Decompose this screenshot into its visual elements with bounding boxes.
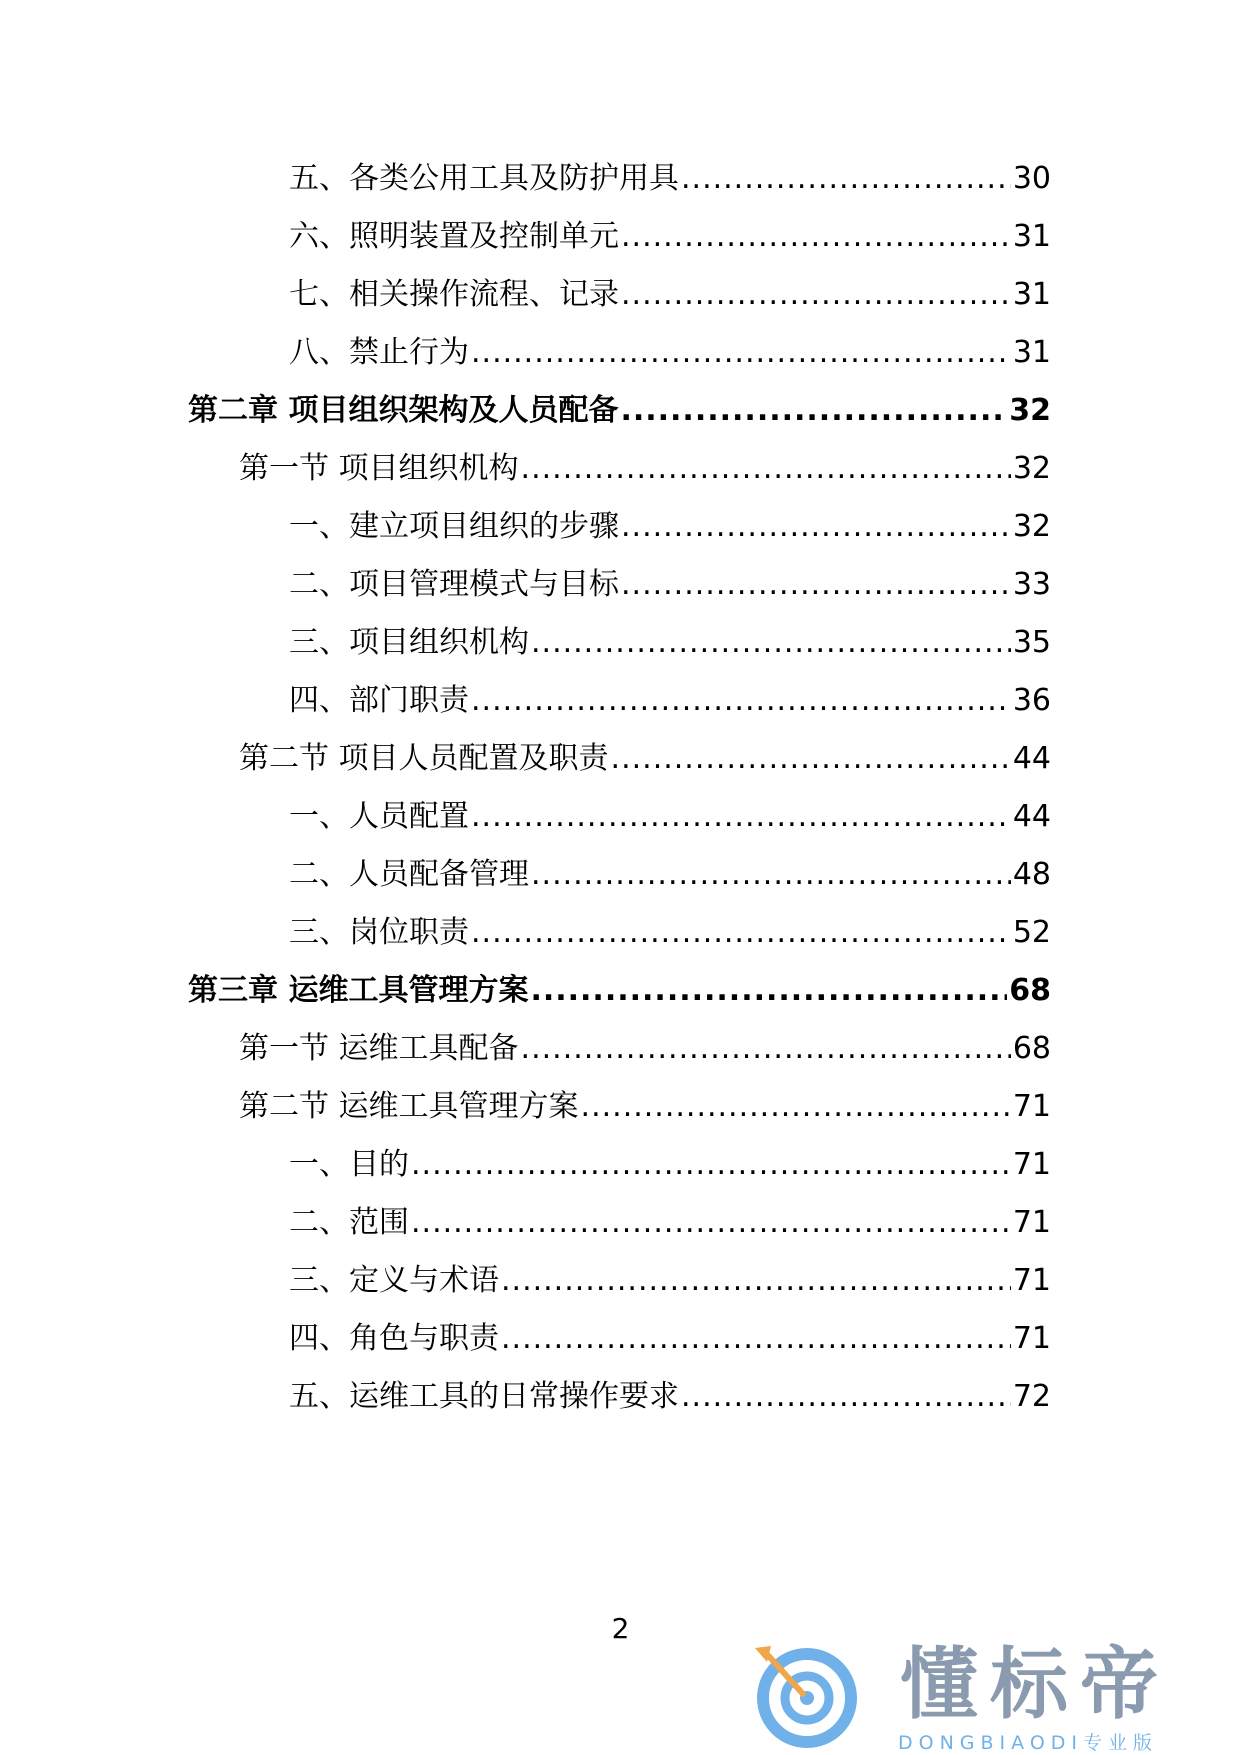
- toc-leader-dots: [501, 1319, 1011, 1359]
- toc-leader-dots: [471, 681, 1011, 721]
- toc-leader-dots: [581, 1087, 1011, 1127]
- toc-label: 三、定义与术语: [289, 1263, 499, 1298]
- toc-page-number: 68: [1009, 973, 1051, 1008]
- toc-page-number: 31: [1012, 219, 1051, 254]
- toc-page-number: 48: [1012, 857, 1051, 892]
- watermark-subtext: DONGBIAODI专业版: [898, 1732, 1159, 1754]
- toc-page-number: 52: [1012, 915, 1051, 950]
- toc-label: 六、照明装置及控制单元: [289, 219, 619, 254]
- toc-page-number: 32: [1012, 451, 1051, 486]
- toc-item: [289, 1377, 1051, 1417]
- toc-section: [239, 1029, 1051, 1069]
- toc-section: [239, 449, 1051, 489]
- toc-label: 四、角色与职责: [289, 1321, 499, 1356]
- toc-item: [289, 855, 1051, 895]
- toc-page-number: 32: [1012, 509, 1051, 544]
- toc-item: [289, 681, 1051, 721]
- toc-page-number: 32: [1009, 393, 1051, 428]
- toc-item: [289, 275, 1051, 315]
- toc-item: [289, 623, 1051, 663]
- toc-label: 五、各类公用工具及防护用具: [289, 161, 679, 196]
- toc-page-number: 71: [1012, 1089, 1051, 1124]
- toc-item: [289, 565, 1051, 605]
- toc-item: [289, 797, 1051, 837]
- toc-item: [289, 1261, 1051, 1301]
- toc-page-number: 44: [1012, 741, 1051, 776]
- watermark-text: 懂标帝: [900, 1640, 1171, 1730]
- toc-page-number: 71: [1012, 1205, 1051, 1240]
- page-number: 2: [611, 1612, 630, 1645]
- toc-item: [289, 507, 1051, 547]
- toc-item: [289, 333, 1051, 373]
- toc-page-number: 71: [1012, 1321, 1051, 1356]
- toc-page-number: 71: [1012, 1263, 1051, 1298]
- toc-label: 三、岗位职责: [289, 915, 469, 950]
- toc-leader-dots: [621, 507, 1011, 547]
- toc-leader-dots: [471, 913, 1011, 953]
- toc-label: 二、人员配备管理: [289, 857, 529, 892]
- toc-label: 五、运维工具的日常操作要求: [289, 1379, 679, 1414]
- toc-chapter: [188, 391, 1051, 431]
- toc-section: [239, 1087, 1051, 1127]
- toc-leader-dots: [620, 391, 1007, 431]
- toc-leader-dots: [521, 1029, 1011, 1069]
- toc-label: 二、范围: [289, 1205, 409, 1240]
- toc-item: [289, 913, 1051, 953]
- toc-leader-dots: [621, 217, 1011, 257]
- toc-leader-dots: [471, 797, 1011, 837]
- toc-label: 七、相关操作流程、记录: [289, 277, 619, 312]
- toc-label: 四、部门职责: [289, 683, 469, 718]
- toc-item: [289, 1203, 1051, 1243]
- toc-page-number: 35: [1012, 625, 1051, 660]
- toc-label: 第二节 项目人员配置及职责: [239, 741, 609, 776]
- toc-chapter: [188, 971, 1051, 1011]
- toc-page-number: 44: [1012, 799, 1051, 834]
- toc-page-number: 68: [1012, 1031, 1051, 1066]
- toc-leader-dots: [411, 1145, 1011, 1185]
- toc-leader-dots: [681, 1377, 1011, 1417]
- toc-leader-dots: [521, 449, 1011, 489]
- toc-leader-dots: [621, 275, 1011, 315]
- toc-page-number: 72: [1012, 1379, 1051, 1414]
- toc-label: 第二章 项目组织架构及人员配备: [188, 393, 619, 428]
- toc-page-number: 30: [1012, 161, 1051, 196]
- toc-label: 第一节 运维工具配备: [239, 1031, 519, 1066]
- toc-leader-dots: [621, 565, 1011, 605]
- watermark-logo: [745, 1640, 1215, 1754]
- toc-label: 八、禁止行为: [289, 335, 469, 370]
- toc-page-number: 31: [1012, 335, 1051, 370]
- toc-label: 第三章 运维工具管理方案: [188, 973, 529, 1008]
- toc-page-number: 33: [1012, 567, 1051, 602]
- toc-leader-dots: [471, 333, 1011, 373]
- toc-item: [289, 217, 1051, 257]
- toc-label: 一、建立项目组织的步骤: [289, 509, 619, 544]
- toc-item: [289, 1145, 1051, 1185]
- toc-label: 一、目的: [289, 1147, 409, 1182]
- toc-leader-dots: [530, 971, 1007, 1011]
- toc-leader-dots: [501, 1261, 1011, 1301]
- toc-label: 第一节 项目组织机构: [239, 451, 519, 486]
- toc-item: [289, 1319, 1051, 1359]
- toc-leader-dots: [611, 739, 1011, 779]
- toc-leader-dots: [681, 159, 1011, 199]
- toc-label: 三、项目组织机构: [289, 625, 529, 660]
- toc-leader-dots: [531, 855, 1011, 895]
- toc-leader-dots: [411, 1203, 1011, 1243]
- toc-item: [289, 159, 1051, 199]
- toc-page-number: 31: [1012, 277, 1051, 312]
- toc-label: 一、人员配置: [289, 799, 469, 834]
- toc-page-number: 71: [1012, 1147, 1051, 1182]
- target-arrow-icon: [745, 1640, 865, 1750]
- toc-leader-dots: [531, 623, 1011, 663]
- toc-page-number: 36: [1012, 683, 1051, 718]
- toc-label: 二、项目管理模式与目标: [289, 567, 619, 602]
- toc-label: 第二节 运维工具管理方案: [239, 1089, 579, 1124]
- toc-section: [239, 739, 1051, 779]
